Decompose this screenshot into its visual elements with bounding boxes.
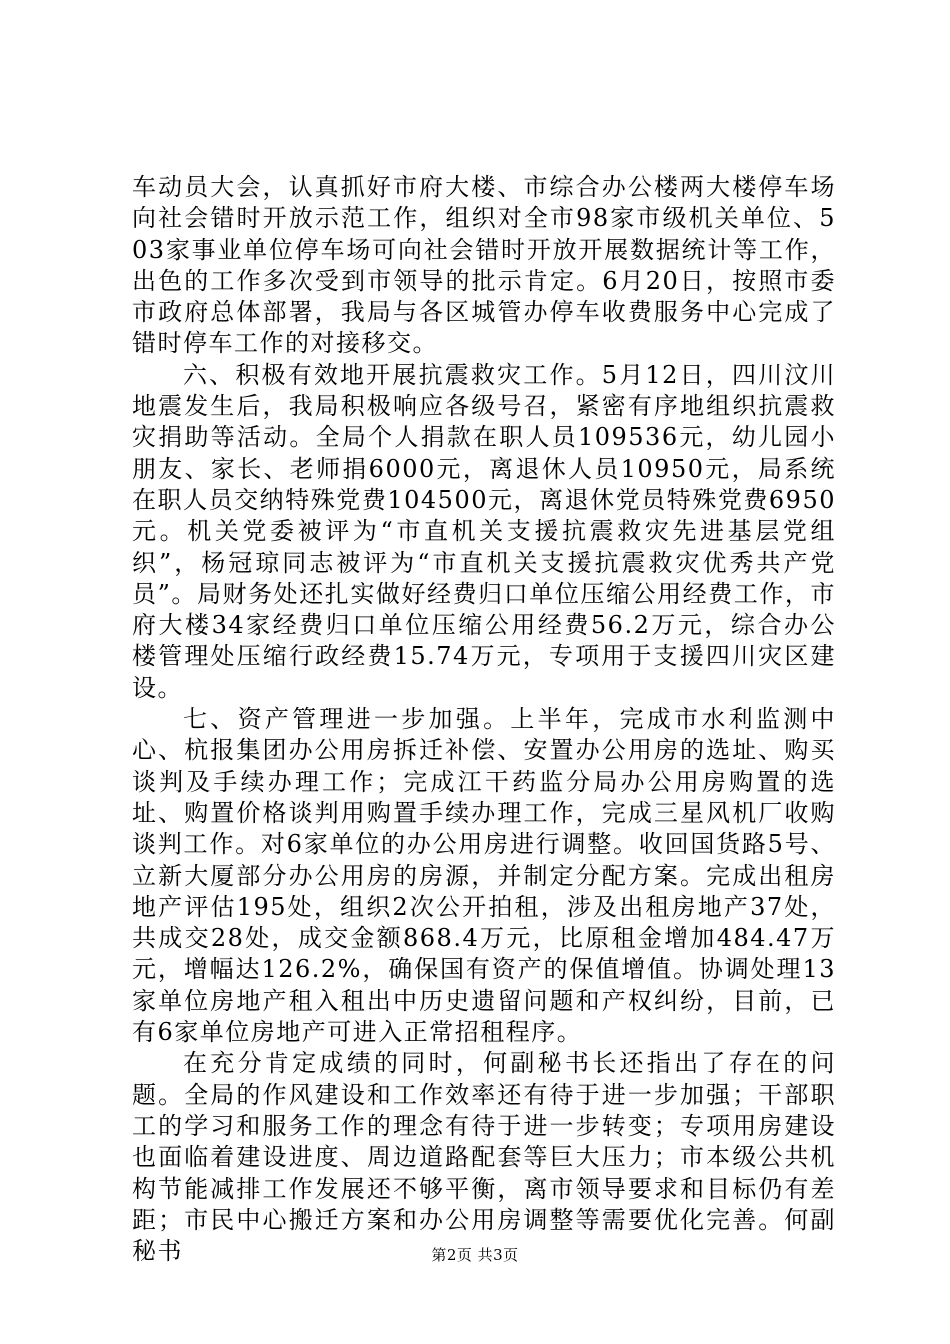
paragraph-earthquake-relief: 六、积极有效地开展抗震救灾工作。5月12日，四川汶川地震发生后，我局积极响应各级号召，紧密有序地组织抗震救灾捐助等活动。全局个人捐款在职人员109536元，幼儿园小朋友、家长、老师捐6000元，离退休人员10950元，局系统在职人员交纳特殊党费104500元，离退休党员特殊党费6950元。机关党委被评为“市直机关支援抗震救灾先进基层党组织”，杨冠琼同志被评为“市直机关支援抗震救灾优秀共产党员”。局财务处还扎实做好经费归口单位压缩公用经费工作，市府大楼34家经费归口单位压缩公用经费56.2万元，综合办公楼管理处压缩行政经费15.74万元，专项用于支援四川灾区建设。 (132, 360, 836, 702)
page-number-footer: 第2页 共3页 (431, 1246, 519, 1264)
paragraph-problems: 在充分肯定成绩的同时，何副秘书长还指出了存在的问题。全局的作风建设和工作效率还有待于进一步加强；干部职工的学习和服务工作的理念有待于进一步转变；专项用房建设也面临着建设进度、周边道路配套等巨大压力；市本级公共机构节能减排工作发展还不够平衡，离市领导要求和目标仍有差距；市民中心搬迁方案和办公用房调整等需要优化完善。何副秘书 (132, 1049, 836, 1266)
paragraph-asset-management: 七、资产管理进一步加强。上半年，完成市水利监测中心、杭报集团办公用房拆迁补偿、安置办公用房的选址、购买谈判及手续办理工作；完成江干药监分局办公用房购置的选址、购置价格谈判用购置手续办理工作，完成三星风机厂收购谈判工作。对6家单位的办公用房进行调整。收回国货路5号、立新大厦部分办公用房的房源，并制定分配方案。完成出租房地产评估195处，组织2次公开拍租，涉及出租房地产37处，共成交28处，成交金额868.4万元，比原租金增加484.47万元，增幅达126.2%，确保国有资产的保值增值。协调处理13家单位房地产租入租出中历史遗留问题和产权纠纷，目前，已有6家单位房地产可进入正常招租程序。 (132, 705, 836, 1047)
document-body (132, 172, 836, 1267)
paragraph-continued: 车动员大会，认真抓好市府大楼、市综合办公楼两大楼停车场向社会错时开放示范工作，组织对全市98家市级机关单位、503家事业单位停车场可向社会错时开放开展数据统计等工作，出色的工作多次受到市领导的批示肯定。6月20日，按照市委市政府总体部署，我局与各区城管办停车收费服务中心完成了错时停车工作的对接移交。 (132, 173, 836, 358)
